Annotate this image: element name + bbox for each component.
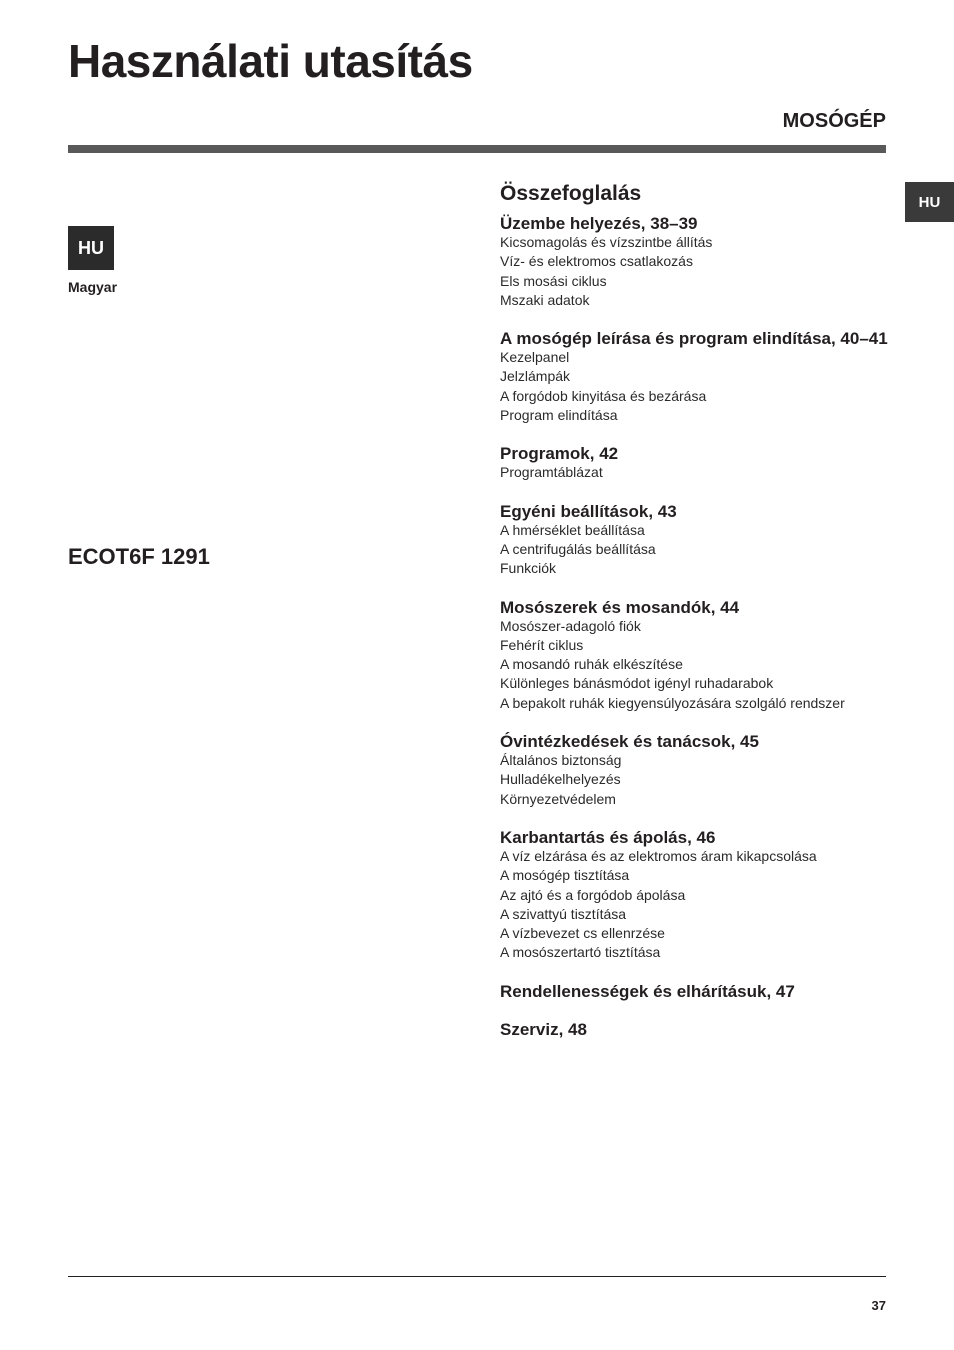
language-side-tab: HU <box>905 182 954 222</box>
toc-item: Mszaki adatok <box>500 291 590 308</box>
toc-item: A vízbevezet cs ellenrzése <box>500 925 665 942</box>
toc-section <box>500 214 890 310</box>
toc-section-title: Üzembe helyezés, 38–39 <box>500 214 698 233</box>
toc-section <box>500 444 890 482</box>
toc-section-title: Programok, 42 <box>500 444 619 464</box>
toc-section-title: Szerviz, 48 <box>500 1019 587 1039</box>
toc-item: A forgódob kinyitása és bezárása <box>500 387 707 404</box>
toc-item: Funkciók <box>500 560 557 577</box>
toc-item-list <box>500 617 890 713</box>
toc-item-list <box>500 233 890 310</box>
toc-item: A víz elzárása és az elektromos áram kikapcsolása <box>500 847 817 864</box>
toc-item: Programtáblázat <box>500 464 603 481</box>
toc-item-list <box>500 348 890 425</box>
header-divider <box>68 145 886 153</box>
toc-section <box>500 329 890 425</box>
toc-section-title: Egyéni beállítások, 43 <box>500 501 677 521</box>
toc-section-title: A mosógép leírása és program elindítása, 40–41 <box>500 329 888 349</box>
toc-heading: Összefoglalás <box>500 182 642 205</box>
toc-section-title: Rendellenességek és elhárításuk, 47 <box>500 981 795 1001</box>
toc-section-title: Karbantartás és ápolás, 46 <box>500 827 716 847</box>
toc-item: A mosógép tisztítása <box>500 867 630 884</box>
toc-section-title: Óvintézkedések és tanácsok, 45 <box>500 732 759 752</box>
toc-item: Víz- és elektromos csatlakozás <box>500 253 693 270</box>
page-title: Használati utasítás <box>68 35 473 87</box>
language-name: Magyar <box>68 279 118 295</box>
toc-item-list <box>500 751 890 809</box>
toc-item: A mosandó ruhák elkészítése <box>500 656 683 673</box>
toc-item: A bepakolt ruhák kiegyensúlyozására szolgáló rendszer <box>500 694 845 711</box>
toc-section <box>500 982 890 1001</box>
toc-section <box>500 828 890 963</box>
toc-item: Kezelpanel <box>500 349 570 366</box>
toc-section <box>500 598 890 713</box>
table-of-contents <box>500 180 890 1058</box>
toc-item: Környezetvédelem <box>500 790 616 807</box>
toc-sections <box>500 214 890 1039</box>
language-badge: HU <box>68 226 114 270</box>
toc-item-list <box>500 521 890 579</box>
toc-item-list <box>500 463 890 482</box>
page-number: 37 <box>871 1298 886 1313</box>
toc-item: Fehérít ciklus <box>500 636 584 653</box>
toc-section <box>500 502 890 579</box>
toc-item: Els mosási ciklus <box>500 272 607 289</box>
toc-item: A centrifugálás beállítása <box>500 540 656 557</box>
toc-item: Hulladékelhelyezés <box>500 771 621 788</box>
toc-item: Különleges bánásmódot igényl ruhadarabok <box>500 675 774 692</box>
toc-item: A hmérséklet beállítása <box>500 521 645 538</box>
toc-item-list <box>500 847 890 963</box>
toc-item: A szivattyú tisztítása <box>500 905 627 922</box>
toc-item: Program elindítása <box>500 407 618 424</box>
toc-section-title: Mosószerek és mosandók, 44 <box>500 597 740 617</box>
toc-item: A mosószertartó tisztítása <box>500 944 661 961</box>
toc-section <box>500 1020 890 1039</box>
toc-item: Mosószer-adagoló fiók <box>500 617 641 634</box>
toc-item: Általános biztonság <box>500 752 622 769</box>
toc-item: Az ajtó és a forgódob ápolása <box>500 886 686 903</box>
toc-item: Jelzlámpák <box>500 368 571 385</box>
footer-divider <box>68 1276 886 1277</box>
model-number: ECOT6F 1291 <box>68 544 210 569</box>
product-category: MOSÓGÉP <box>782 110 886 132</box>
toc-section <box>500 732 890 809</box>
toc-item: Kicsomagolás és vízszintbe állítás <box>500 234 713 250</box>
